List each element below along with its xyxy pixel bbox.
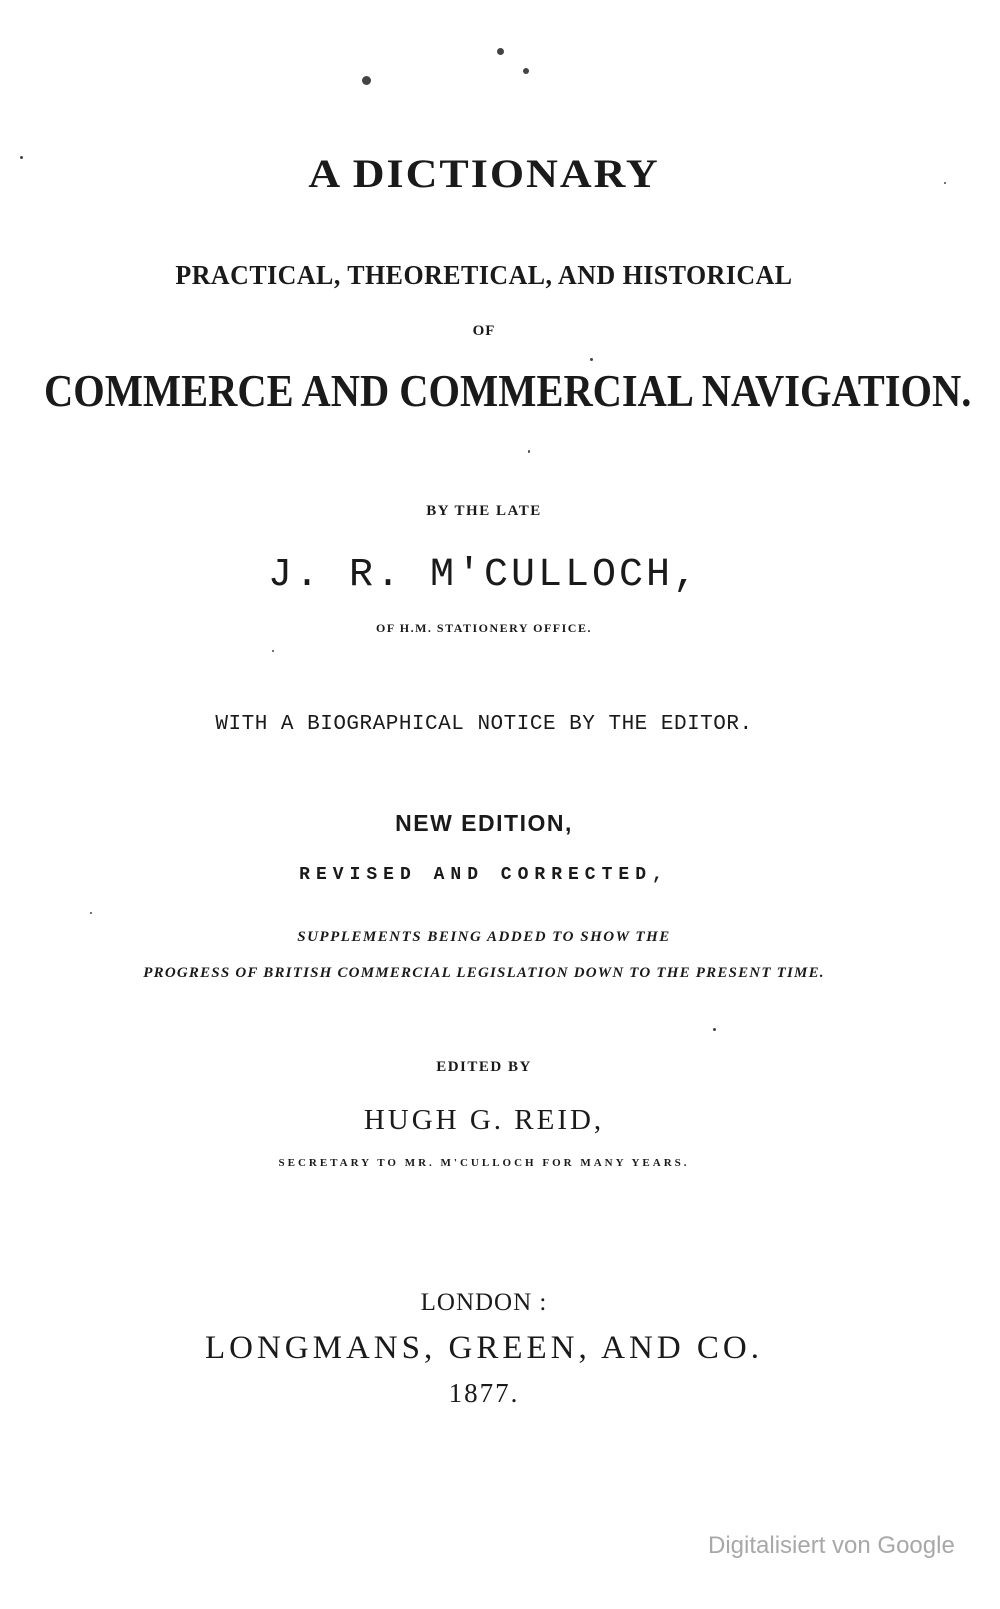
publication-year: 1877. <box>448 1378 520 1408</box>
revised-label: REVISED AND CORRECTED, <box>299 865 669 885</box>
supplements-line-1: SUPPLEMENTS BEING ADDED TO SHOW THE <box>297 929 671 945</box>
scan-speck <box>362 76 371 85</box>
biographical-notice: WITH A BIOGRAPHICAL NOTICE BY THE EDITOR. <box>215 713 753 736</box>
editor-role: SECRETARY TO MR. M'CULLOCH FOR MANY YEARS. <box>278 1157 690 1169</box>
book-subtitle: PRACTICAL, THEORETICAL, AND HISTORICAL <box>175 260 793 290</box>
scan-speck <box>590 358 593 361</box>
scan-speck <box>528 450 530 453</box>
scan-speck <box>90 912 92 914</box>
author-affiliation: OF H.M. STATIONERY OFFICE. <box>376 621 592 635</box>
edited-by-label: EDITED BY <box>436 1059 532 1075</box>
edition-label: NEW EDITION, <box>395 810 573 836</box>
author-name: J. R. M'CULLOCH, <box>267 553 701 598</box>
scan-speck <box>20 156 23 159</box>
scan-speck <box>497 48 504 55</box>
publisher-name: LONGMANS, GREEN, AND CO. <box>204 1330 764 1366</box>
digitization-watermark: Digitalisiert von Google <box>708 1532 955 1559</box>
book-title: A DICTIONARY <box>308 151 660 197</box>
main-subject: COMMERCE AND COMMERCIAL NAVIGATION. <box>44 365 972 416</box>
scan-speck <box>272 650 274 652</box>
scan-speck <box>523 68 529 74</box>
publication-city: LONDON : <box>420 1289 548 1316</box>
scan-speck <box>713 1028 716 1031</box>
by-the-late: BY THE LATE <box>426 503 542 519</box>
editor-name: HUGH G. REID, <box>363 1104 605 1136</box>
subtitle-connector: OF <box>472 323 496 339</box>
scan-speck <box>944 182 946 184</box>
supplements-line-2: PROGRESS OF BRITISH COMMERCIAL LEGISLATION DOWN TO THE PRESENT TIME. <box>143 965 825 981</box>
